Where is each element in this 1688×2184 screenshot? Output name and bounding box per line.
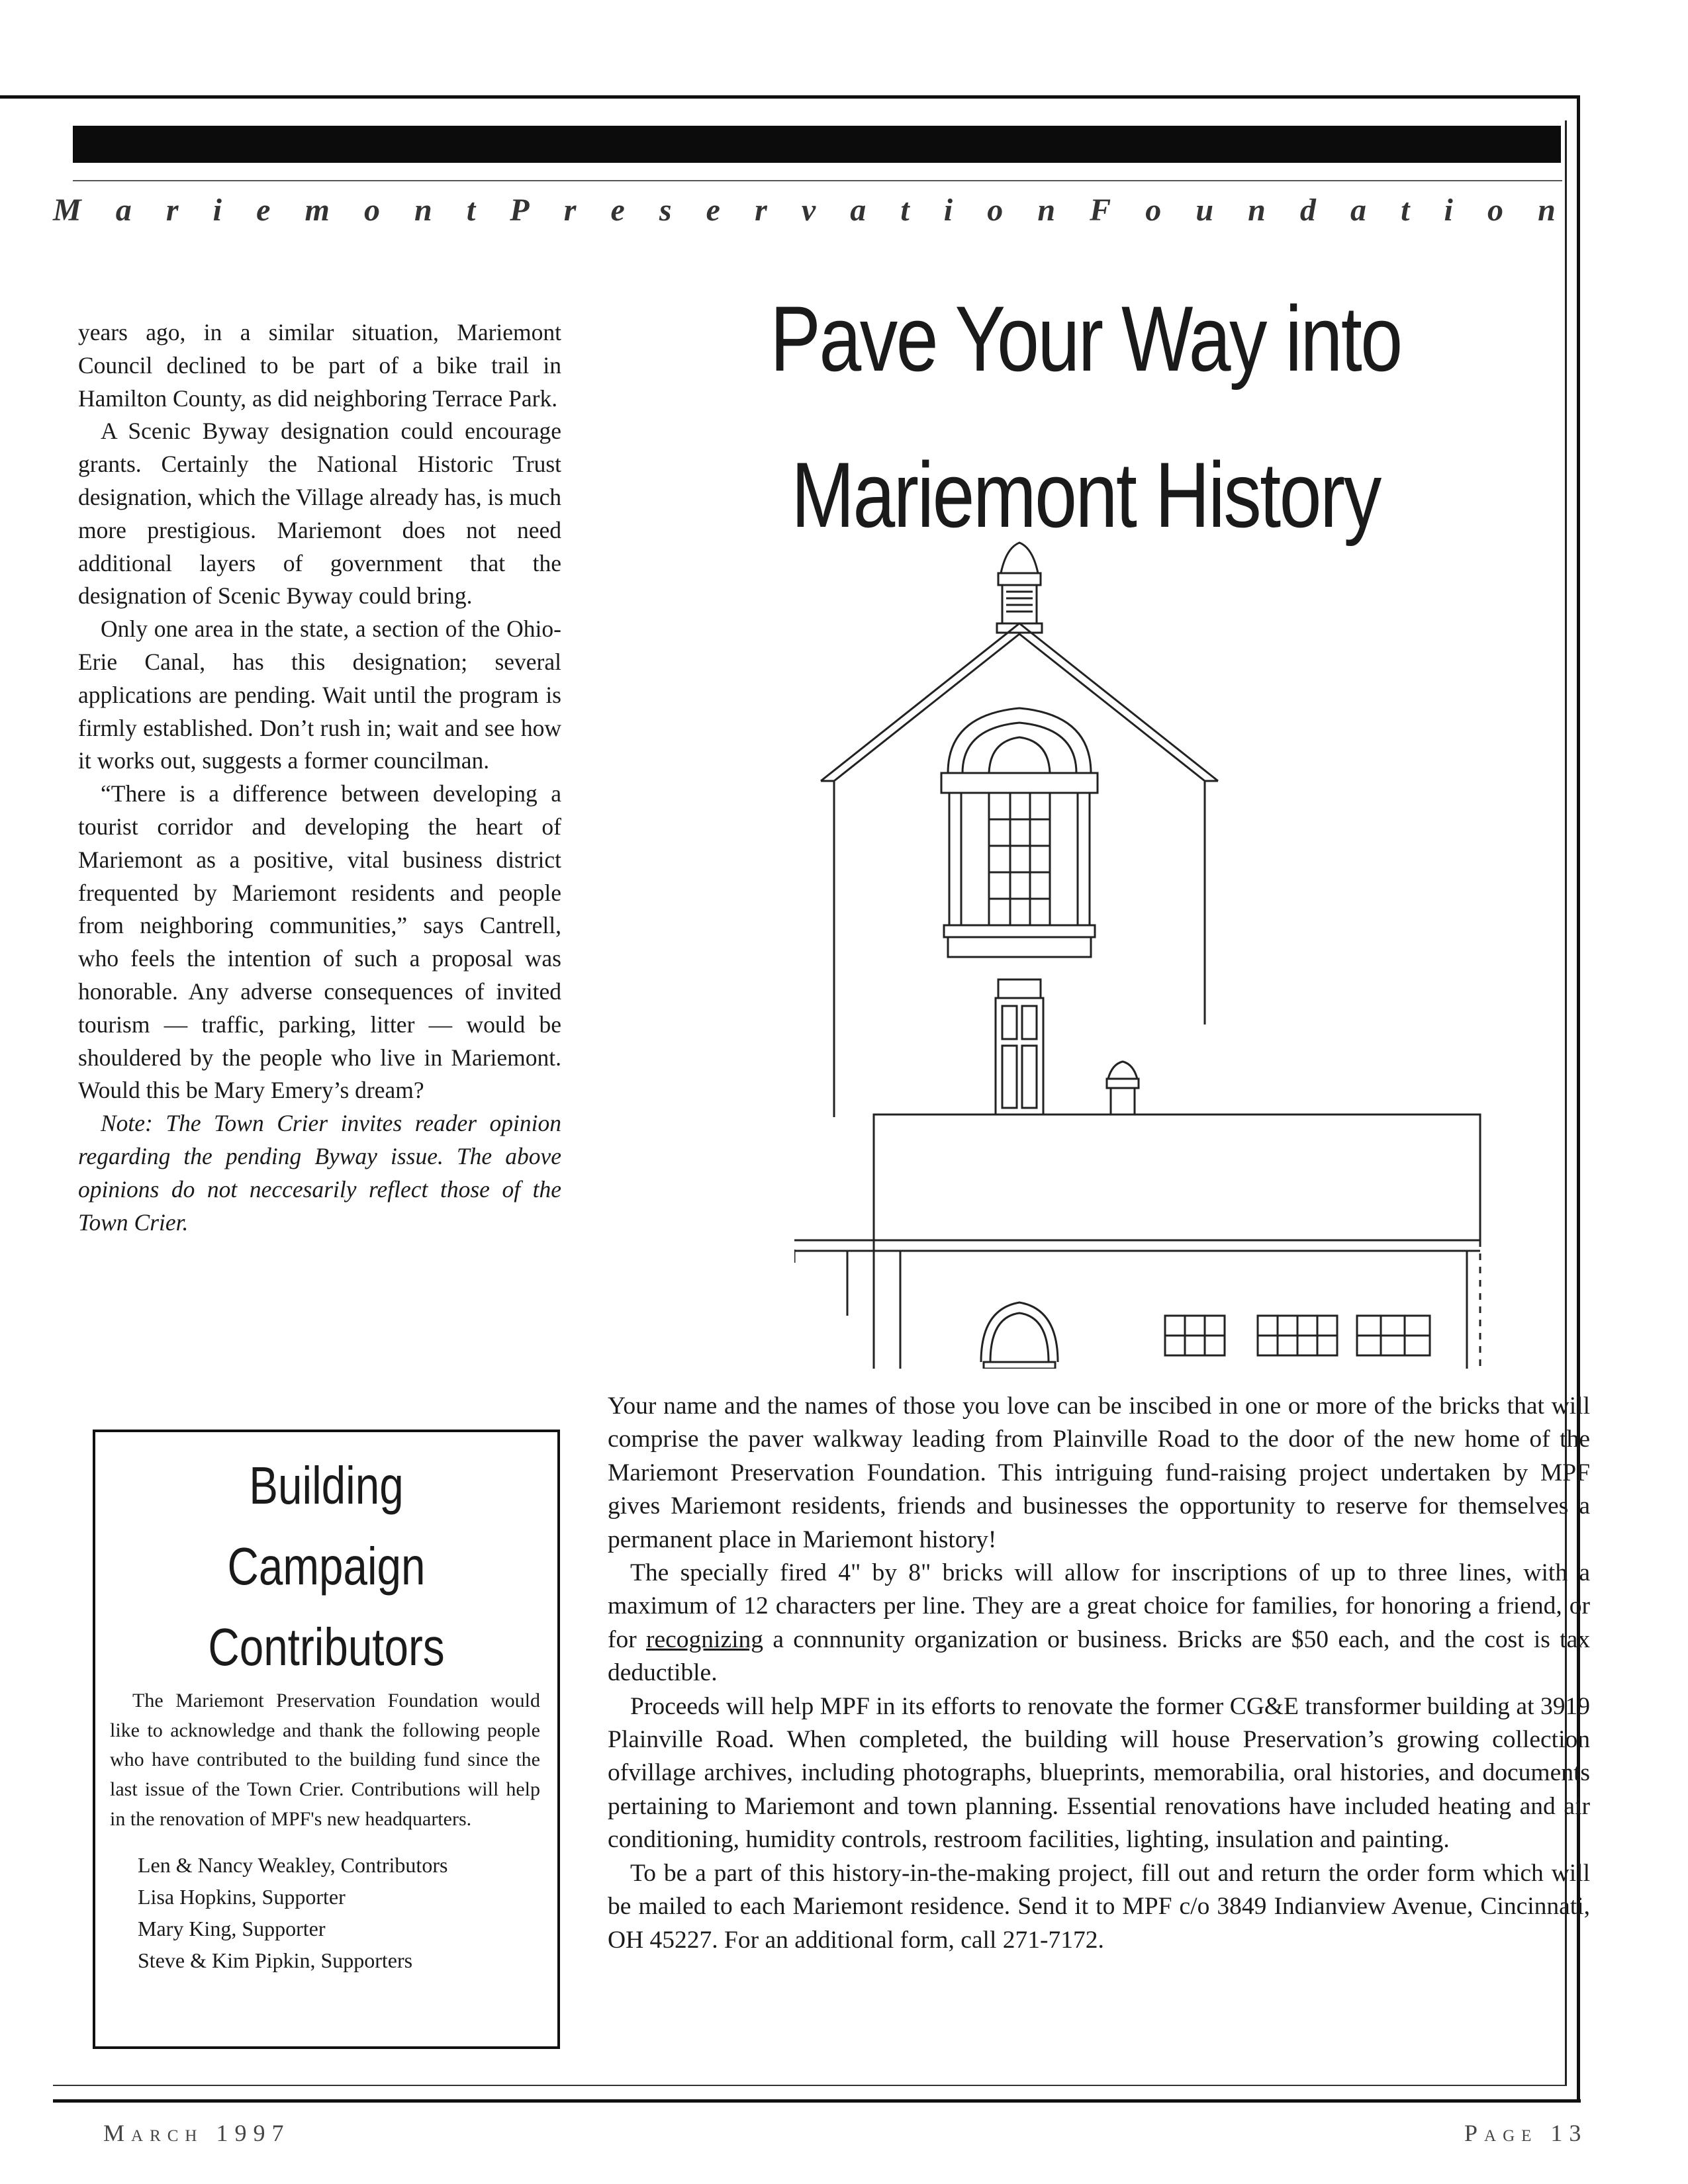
masthead-letter: n [1538, 192, 1556, 228]
masthead-letter: i [1444, 192, 1453, 228]
contributor-name: Len & Nancy Weakley, Contributors [138, 1853, 448, 1877]
heading-line: Contributors [208, 1617, 445, 1676]
article-paragraph: Proceeds will help MPF in its efforts to renovate the former CG&E transformer building at 3919 Plainville Road. When completed, the building will house Preservation’s growing collection ofvillage archives, including photographs, blueprints, memorabilia, oral histories, and documents pertaining to Mariemont and town planning. Essential renovations have included heating and air conditioning, humidity controls, restroom facilities, lighting, insulation and painting. [608, 1692, 1590, 1854]
left-paragraph: Only one area in the state, a section of the Ohio-Erie Canal, has this designation; several applications are pending. Wait until the program is firmly established. Don’t rush in; wait and see how it works out, suggests a former councilman. [78, 615, 561, 774]
masthead-letter: i [943, 192, 953, 228]
masthead-letter: m [305, 192, 330, 228]
left-paragraph: “There is a difference between developing a tourist corridor and developing the heart of Mariemont as a positive, vital business district frequented by Mariemont residents and people from neighboring communities,” says Cantrell, who feels the intention of such a proposal was honorable. Any adverse consequences of invited tourism — traffic, parking, litter — would be shouldered by the people who live in Mariemont. Would this be Mary Emery’s dream? [78, 780, 561, 1104]
footer-page-number: Page 13 [1464, 2120, 1588, 2146]
article-headline [755, 261, 1417, 573]
upper-arched-window [941, 708, 1098, 957]
left-paragraph: years ago, in a similar situation, Mariemont Council declined to be part of a bike trail in Hamilton County, as did neighboring Terrace Park. [78, 319, 561, 412]
masthead-letter: r [563, 192, 577, 228]
article-text: a connnunity organization or business. Bricks are $50 each, and the cost is tax deductible. [608, 1625, 1590, 1687]
headline-line: Mariemont History [791, 443, 1380, 547]
masthead-letter: n [1248, 192, 1266, 228]
masthead-letter: o [1145, 192, 1162, 228]
masthead-letter: d [1299, 192, 1316, 228]
article-text: The specially fired 4" by 8" bricks will allow for inscriptions of up to three lines, with a maximum of 12 characters per line. They are a great choice for families, for honoring a friend, or for [608, 1559, 1590, 1653]
upper-door [996, 979, 1043, 1115]
masthead-letter: u [1196, 192, 1214, 228]
masthead-letter: a [850, 192, 867, 228]
masthead-letter: a [115, 192, 132, 228]
contributor-name: Steve & Kim Pipkin, Supporters [138, 1948, 413, 1972]
masthead-letter: t [900, 192, 910, 228]
masthead-letter: e [706, 192, 720, 228]
masthead-letter: P [510, 192, 530, 228]
heading-line: Campaign [227, 1537, 426, 1596]
masthead-letter: e [256, 192, 271, 228]
article-paragraph [608, 1557, 1590, 1690]
masthead [53, 187, 1556, 233]
masthead-letter: i [212, 192, 222, 228]
article-body [608, 1390, 1590, 1957]
masthead-letter: r [755, 192, 767, 228]
contributors-intro [110, 1686, 540, 1835]
contributors-heading [137, 1445, 516, 1688]
main-gable [821, 623, 1218, 1117]
masthead-letter: t [1401, 192, 1410, 228]
masthead-letter: a [1350, 192, 1366, 228]
article-paragraph: To be a part of this history-in-the-making project, fill out and return the order form which will be mailed to each Mariemont residence. Send it to MPF c/o 3849 Indianview Avenue, Cincinnati, OH 45227. For an additional form, call 271-7172. [608, 1859, 1590, 1954]
masthead-letter: o [987, 192, 1004, 228]
left-paragraph: A Scenic Byway designation could encourage grants. Certainly the National Historic Trust designation, which the Village already has, is much more prestigious. Mariemont does not need additional layers of government that the designation of Scenic Byway could bring. [78, 418, 561, 610]
lower-windows [1165, 1316, 1430, 1355]
masthead-letter: F [1090, 192, 1111, 228]
contributors-box [93, 1430, 560, 2049]
header-thin-rule [73, 180, 1562, 181]
contributors-intro-text: The Mariemont Preservation Foundation would like to acknowledge and thank the following people who have contributed to the building fund since the last issue of the Town Crier. Contributions will help in the renovation of MPF's new headquarters. [110, 1690, 540, 1830]
masthead-letter: n [414, 192, 432, 228]
contributor-name: Lisa Hopkins, Supporter [138, 1885, 346, 1909]
headline-line: Pave Your Way into [770, 287, 1401, 390]
footer-rule [53, 2099, 1581, 2103]
masthead-letter: M [53, 192, 81, 228]
masthead-letter: t [466, 192, 476, 228]
article-paragraph: Your name and the names of those you love can be inscibed in one or more of the bricks that will comprise the paver walkway leading from Plainville Road to the door of the new home of the Mariemont Preservation Foundation. This intriguing fund-raising project undertaken by MPF gives Mariemont residents, friends and businesses the opportunity to reserve for themselves a permanent place in Mariemont history! [608, 1392, 1590, 1553]
lower-arched-door [981, 1302, 1058, 1369]
left-column-article [78, 316, 561, 1239]
top-border-rule [0, 95, 1578, 99]
roof-cupola [997, 543, 1042, 633]
masthead-letter: o [363, 192, 380, 228]
small-cupola [1107, 1062, 1139, 1115]
masthead-letter: o [1487, 192, 1503, 228]
lower-wing [794, 1115, 1480, 1369]
masthead-letter: r [165, 192, 179, 228]
contributors-list [138, 1849, 548, 1976]
heading-line: Building [249, 1456, 404, 1515]
masthead-letter: e [610, 192, 625, 228]
masthead-letter: v [801, 192, 816, 228]
footer-date: March 1997 [103, 2120, 291, 2146]
masthead-letter: s [659, 192, 672, 228]
contributor-name: Mary King, Supporter [138, 1917, 326, 1940]
footer-thin-rule [53, 2085, 1566, 2086]
building-elevation-drawing [794, 535, 1483, 1369]
underlined-word: recognizing [646, 1625, 764, 1653]
masthead-letter: n [1037, 192, 1056, 228]
header-black-bar [73, 126, 1561, 163]
editor-note: Note: The Town Crier invites reader opinion regarding the pending Byway issue. The above opinions do not neccesarily reflect those of the Town Crier. [78, 1110, 561, 1236]
